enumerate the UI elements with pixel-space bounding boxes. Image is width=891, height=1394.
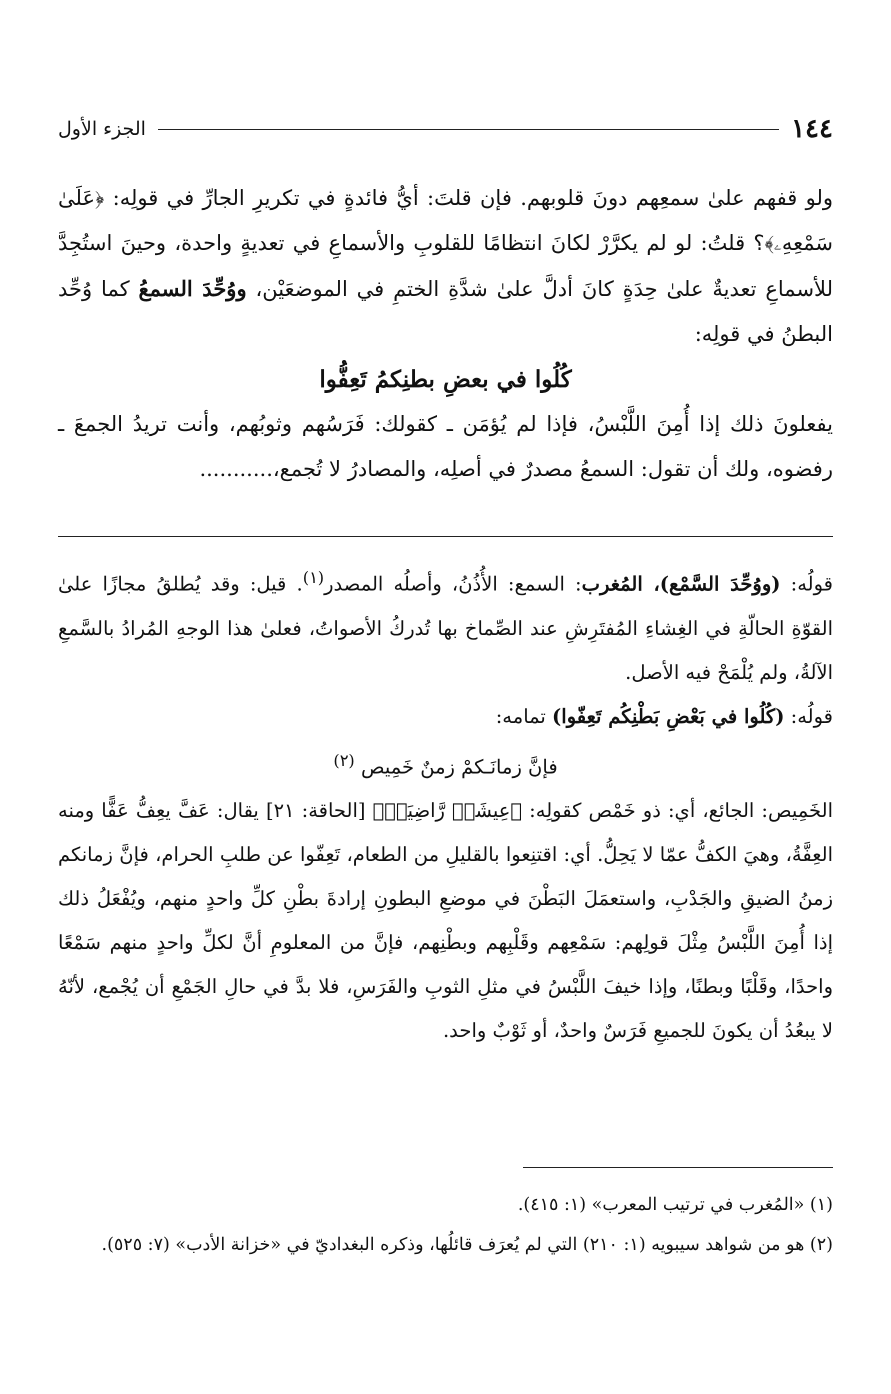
commentary-p1-rest: . قيل: وقد يُطلقُ مجازًا علىٰ القوّةِ الحالّةِ في الغِشاءِ المُفتَرِشِ عند الصِّماخ بها تُدركُ الأصواتُ، فعلىٰ هذا الوجهِ المُرادُ بالسَّمعِ الآلةُ، ولم يُلْمَحْ فيه الأصل. xyxy=(58,572,833,684)
footnote-rule xyxy=(523,1167,833,1168)
header-rule xyxy=(158,129,779,130)
main-paragraph-1 xyxy=(58,176,833,357)
commentary-p1-lead: قولُه: xyxy=(780,572,834,596)
commentary-verse-text: فإنَّ زمانَـكمْ زمنٌ خَمِيص xyxy=(360,755,558,778)
commentary xyxy=(58,556,833,1053)
footnotes xyxy=(58,1185,833,1265)
main-text xyxy=(58,176,833,492)
footnote-ref-2[interactable]: (٢) xyxy=(333,750,355,770)
main-paragraph-2: يفعلونَ ذلك إذا أُمِنَ اللَّبْسُ، فإذا لم يُؤمَن ـ كقولك: فَرَسُهم وثوبُهم، وأنت تريدُ الجمعَ ـ رفضوه، ولك أن تقول: السمعُ مصدرٌ في أصلِه، والمصادرُ لا تُجمع،........... xyxy=(58,412,833,481)
commentary-p2-text: تمامه: xyxy=(495,704,553,728)
main-paragraph-1-text: ولو قفهم علىٰ سمعِهم دونَ قلوبهم. فإن قلتَ: أيُّ فائدةٍ في تكريرِ الجارِّ في قولِه: ﴿عَلَىٰ سَمْعِهِۦ﴾؟ قلتُ: لو لم يكرَّرْ لكانَ انتظامًا للقلوبِ والأسماعِ في تعديةٍ واحدة، وحينَ استُجِدَّ للأسماعِ تعديةٌ علىٰ حِدَةٍ كانَ أدلَّ علىٰ شدَّةِ الختمِ في الموضعَيْن، xyxy=(58,186,833,301)
book-page xyxy=(58,0,833,1394)
commentary-verse xyxy=(58,739,833,790)
page-header xyxy=(58,112,833,146)
main-paragraph-1-bold: ووُحِّدَ السمعُ xyxy=(138,276,247,301)
footnote-2: (٢) هو من شواهد سيبويه (١: ٢١٠) التي لم يُعرَف قائلُها، وذكره البغداديّ في «خزانة الأدب» (٧: ٥٢٥). xyxy=(101,1235,833,1255)
page-number: ١٤٤ xyxy=(791,114,833,144)
commentary-p1-text: : السمع: الأُذُنُ، وأصلُه المصدر xyxy=(324,572,582,596)
footnote-ref-1[interactable]: (١) xyxy=(302,568,325,587)
commentary-p2-lead: قولُه: xyxy=(784,704,833,728)
text-divider xyxy=(58,536,833,537)
commentary-p1-bold: (ووُحِّدَ السَّمْع)، المُغرب xyxy=(581,572,781,596)
commentary-paragraph-2 xyxy=(58,695,833,739)
main-verse: كُلُوا في بعضِ بطنِكمُ تَعِفُّوا xyxy=(319,366,572,393)
footnote-1: (١) «المُغرب في ترتيب المعرب» (١: ٤١٥). xyxy=(517,1195,833,1215)
commentary-paragraph-1 xyxy=(58,556,833,695)
commentary-p2-bold: (كُلُوا في بَعْضِ بَطْنِكُم تَعِفّوا) xyxy=(552,704,785,728)
commentary-paragraph-3: الخَمِيص: الجائع، أي: ذو خَمْص كقولِه: ﴿عِيشَةٖ رَّاضِيَةٖ﴾ [الحاقة: ٢١] يقال: عَفَّ يعِفُّ عَفًّا ومنه العِفَّةُ، وهيَ الكفُّ عمّا لا يَحِلُّ. أي: اقتنِعوا بالقليلِ من الطعام، تَعِفّوا عن طلبِ الحرام، فإنَّ زمانكم زمنُ الضيقِ والجَدْبِ، واستعمَلَ البَطْنَ في موضعِ البطونِ إرادةَ بطْنِ كلِّ واحدٍ منهم، ويُفْعَلُ ذلك إذا أُمِنَ اللَّبْسُ مِثْلَ قولِهم: سَمْعِهم وقَلْبِهم وبطْنِهم، فإنَّ من المعلومِ أنَّ لكلِّ واحدٍ منهم سَمْعًا واحدًا، وقَلْبًا وبطنًا، وإذا خيفَ اللَّبْسُ في مثلِ الثوبِ والفَرَسِ، فلا بدَّ في حالِ الجَمْعِ أن يُجْمع، لأنّهُ لا يبعُدُ أن يكونَ للجميعِ فَرَسٌ واحدٌ، أو ثَوْبٌ واحد. xyxy=(58,799,833,1042)
running-head: الجزء الأول xyxy=(58,118,146,140)
main-paragraph-1-tail: كما وُحِّد البطنُ في قولِه: xyxy=(58,277,833,346)
